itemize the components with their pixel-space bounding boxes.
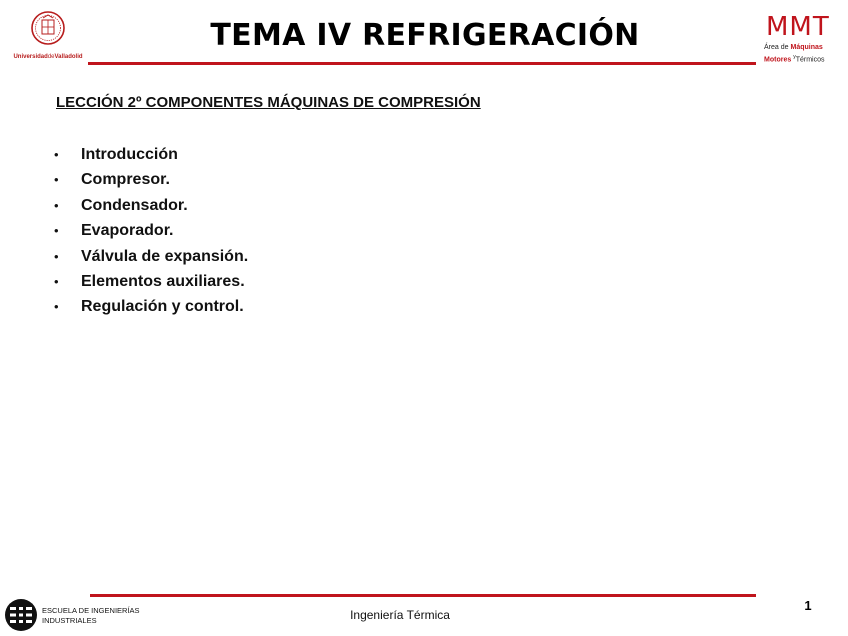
university-seal-icon <box>30 10 66 50</box>
list-item-label: Condensador. <box>81 196 188 214</box>
list-item-label: Válvula de expansión. <box>81 247 249 265</box>
footer-course-name: Ingeniería Térmica <box>350 608 450 622</box>
page-number: 1 <box>804 598 812 613</box>
list-item <box>52 246 248 271</box>
list-item-label: Introducción <box>81 146 178 163</box>
topic-list <box>52 144 248 322</box>
list-item <box>52 169 248 194</box>
mmt-letters <box>766 14 830 40</box>
university-name <box>4 54 92 60</box>
school-logo <box>4 598 154 634</box>
university-name-joiner: de <box>47 54 55 60</box>
bullet-icon: • <box>54 299 59 315</box>
mmt-line2-suffix: Térmicos <box>795 56 825 64</box>
mmt-line1-prefix: Área de <box>764 44 789 51</box>
school-name-line1: ESCUELA DE INGENIERÍAS <box>42 606 140 615</box>
lesson-title: LECCIÓN 2º COMPONENTES MÁQUINAS DE COMPRESIÓN <box>56 94 481 111</box>
bullet-icon: • <box>54 197 59 213</box>
list-item <box>52 195 248 220</box>
list-item <box>52 271 248 296</box>
university-logo <box>4 10 88 66</box>
bullet-icon: • <box>54 147 59 162</box>
school-name-line2: INDUSTRIALES <box>42 616 97 625</box>
mmt-letters-text: MMT <box>766 12 830 42</box>
university-name-part1: Universidad <box>13 54 48 60</box>
bullet-icon: • <box>54 223 59 239</box>
header-divider <box>88 62 756 65</box>
page-title: TEMA IV REFRIGERACIÓN <box>210 18 640 53</box>
bullet-icon: • <box>54 172 59 188</box>
list-item-label: Elementos auxiliares. <box>81 272 245 290</box>
bullet-icon: • <box>54 273 59 289</box>
mmt-line2 <box>764 54 824 63</box>
mmt-line2-joiner: y <box>793 54 796 60</box>
footer-divider <box>90 594 756 597</box>
list-item <box>52 296 248 321</box>
mmt-logo <box>762 14 846 70</box>
list-item-label: Compresor. <box>81 171 170 189</box>
school-emblem-icon <box>4 598 38 632</box>
bullet-icon: • <box>54 248 59 264</box>
list-item <box>52 220 248 245</box>
mmt-line1-accent: Máquinas <box>790 44 823 51</box>
mmt-line2-accent: Motores <box>764 56 792 64</box>
list-item <box>52 144 248 169</box>
list-item-label: Evaporador. <box>81 222 174 240</box>
list-item-label: Regulación y control. <box>81 298 244 316</box>
mmt-line1 <box>764 44 823 51</box>
university-name-part2: Valladolid <box>54 54 83 60</box>
